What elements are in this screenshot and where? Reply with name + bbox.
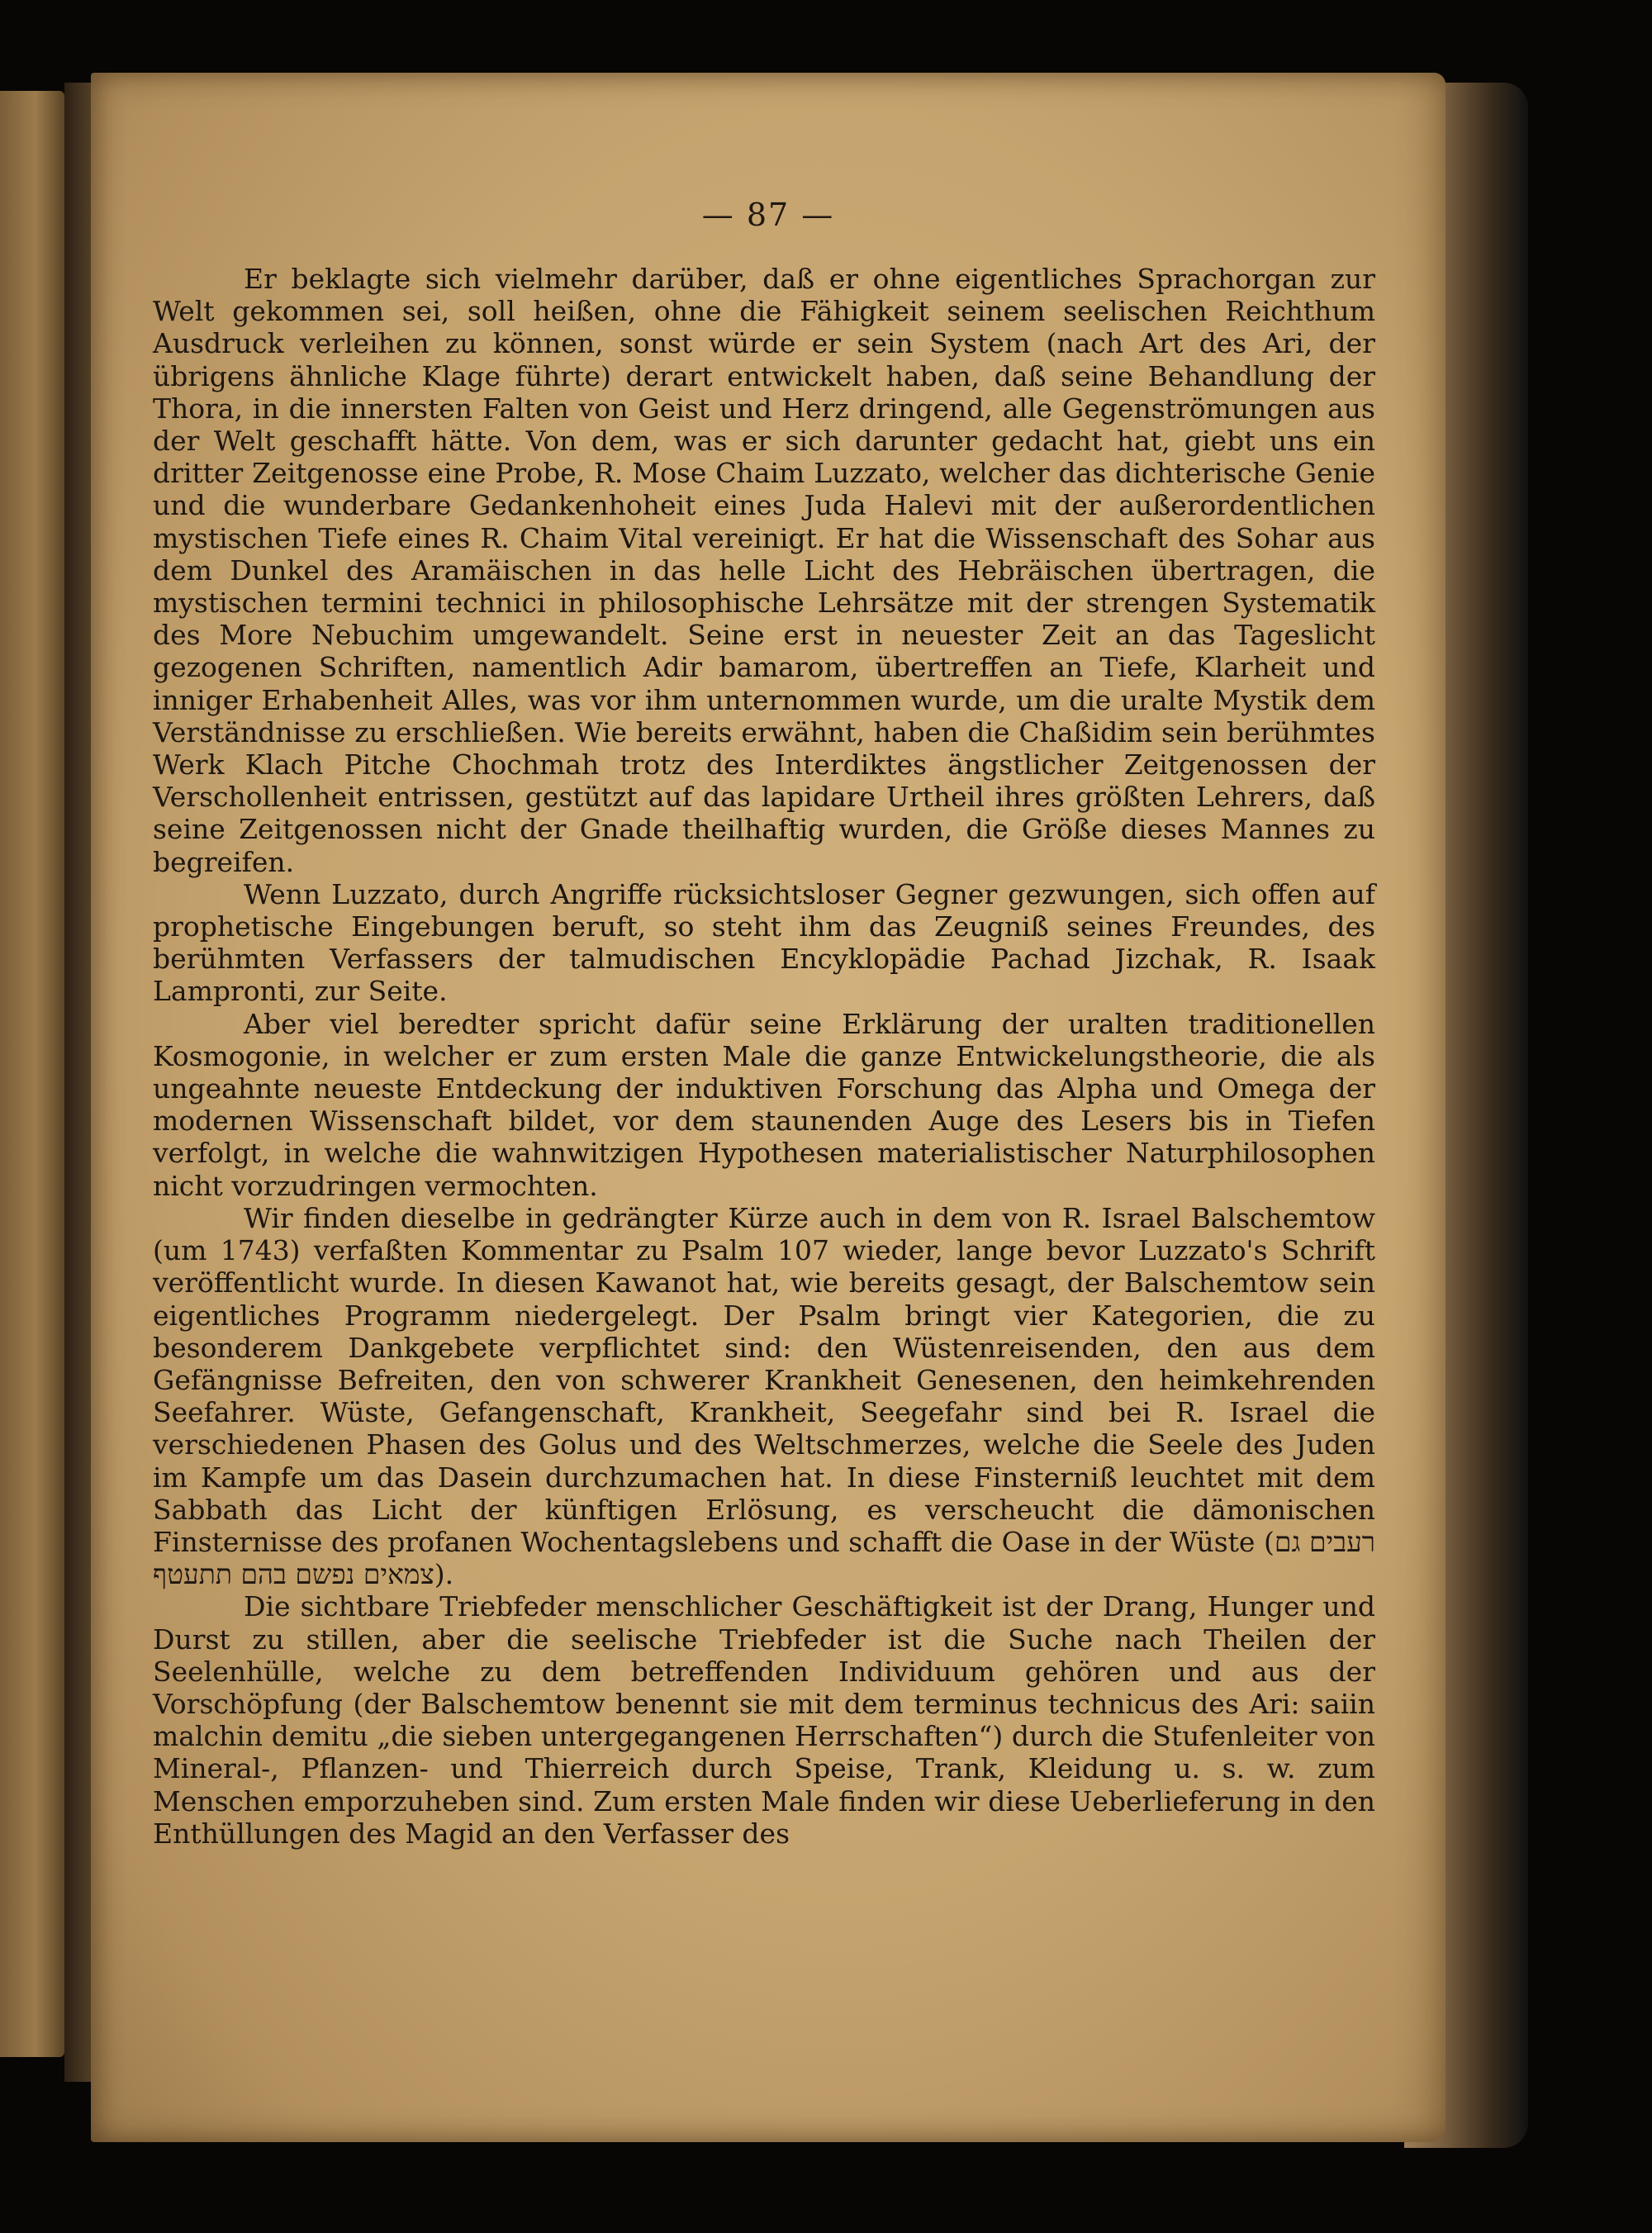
page-text [153, 263, 1375, 1850]
paragraph-4: Wir finden dieselbe in gedrängter Kürze auch in dem von R. Israel Balschemtow (um 1743) verfaßten Kommentar zu Psalm 107 wieder, lange bevor Luzzato's Schrift veröffentlicht wurde. In diesen Kawanot hat, wie bereits gesagt, der Balschemtow sein eigentliches Programm niedergelegt. Der Psalm bringt vier Kategorien, die zu besonderem Dankgebete verpflichtet sind: den Wüstenreisenden, den aus dem Gefängnisse Befreiten, den von schwerer Krankheit Genesenen, den heimkehrenden Seefahrer. Wüste, Gefangenschaft, Krankheit, Seegefahr sind bei R. Israel die verschiedenen Phasen des Golus und des Weltschmerzes, welche die Seele des Juden im Kampfe um das Dasein durchzumachen hat. In diese Finsterniß leuchtet mit dem Sabbath das Licht der künftigen Erlösung, es verscheucht die dämonischen Finsternisse des profanen Wochentagslebens und schafft die Oase in der Wüste (רעבים גם צמאים נפשם בהם תתעטף). [153, 1201, 1375, 1591]
page-number: — 87 — [701, 197, 835, 233]
book-page [91, 73, 1446, 2142]
paragraph-2: Wenn Luzzato, durch Angriffe rücksichtsloser Gegner gezwungen, sich offen auf prophetische Eingebungen beruft, so steht ihm das Zeugniß seines Freundes, des berühmten Verfassers der talmudischen Encyklopädie Pachad Jizchak, R. Isaak Lampronti, zur Seite. [153, 877, 1375, 1008]
paragraph-5: Die sichtbare Triebfeder menschlicher Geschäftigkeit ist der Drang, Hunger und Durst zu stillen, aber die seelische Triebfeder ist die Suche nach Theilen der Seelenhülle, welche zu dem betreffenden Individuum gehören und aus der Vorschöpfung (der Balschemtow benennt sie mit dem terminus technicus des Ari: saiin malchin demitu „die sieben untergegangenen Herrschaften“) durch die Stufenleiter von Mineral-, Pflanzen- und Thierreich durch Speise, Trank, Kleidung u. s. w. zum Menschen emporzuheben sind. Zum ersten Male finden wir diese Ueberlieferung in den Enthüllungen des Magid an den Verfasser des [153, 1590, 1375, 1850]
paragraph-3: Aber viel beredter spricht dafür seine Erklärung der uralten traditionellen Kosmogonie, in welcher er zum ersten Male die ganze Entwickelungstheorie, die als ungeahnte neueste Entdeckung der induktiven Forschung das Alpha und Omega der modernen Wissenschaft bildet, vor dem staunenden Auge des Lesers bis in Tiefen verfolgt, in welche die wahnwitzigen Hypothesen materialistischer Naturphilosophen nicht vorzudringen vermochten. [153, 1007, 1375, 1202]
facing-page-edge [0, 91, 64, 2057]
paragraph-1: Er beklagte sich vielmehr darüber, daß er ohne eigentliches Sprachorgan zur Welt gekommen sei, soll heißen, ohne die Fähigkeit seinem seelischen Reichthum Ausdruck verleihen zu können, sonst würde er sein System (nach Art des Ari, der übrigens ähnliche Klage führte) derart entwickelt haben, daß seine Behandlung der Thora, in die innersten Falten von Geist und Herz dringend, alle Gegenströmungen aus der Welt geschafft hätte. Von dem, was er sich darunter gedacht hat, giebt uns ein dritter Zeitgenosse eine Probe, R. Mose Chaim Luzzato, welcher das dichterische Genie und die wunderbare Gedankenhoheit eines Juda Halevi mit der außerordentlichen mystischen Tiefe eines R. Chaim Vital vereinigt. Er hat die Wissenschaft des Sohar aus dem Dunkel des Aramäischen in das helle Licht des Hebräischen übertragen, die mystischen termini technici in philosophische Lehrsätze mit der strengen Systematik des More Nebuchim umgewandelt. Seine erst in neuester Zeit an das Tageslicht gezogenen Schriften, namentlich Adir bamarom, übertreffen an Tiefe, Klarheit und inniger Erhabenheit Alles, was vor ihm unternommen wurde, um die uralte Mystik dem Verständnisse zu erschließen. Wie bereits erwähnt, haben die Chaßidim sein berühmtes Werk Klach Pitche Chochmah trotz des Interdiktes ängstlicher Zeitgenossen der Verschollenheit entrissen, gestützt auf das lapidare Urtheil ihres größten Lehrers, daß seine Zeitgenossen nicht der Gnade theilhaftig wurden, die Größe dieses Mannes zu begreifen. [153, 263, 1375, 878]
